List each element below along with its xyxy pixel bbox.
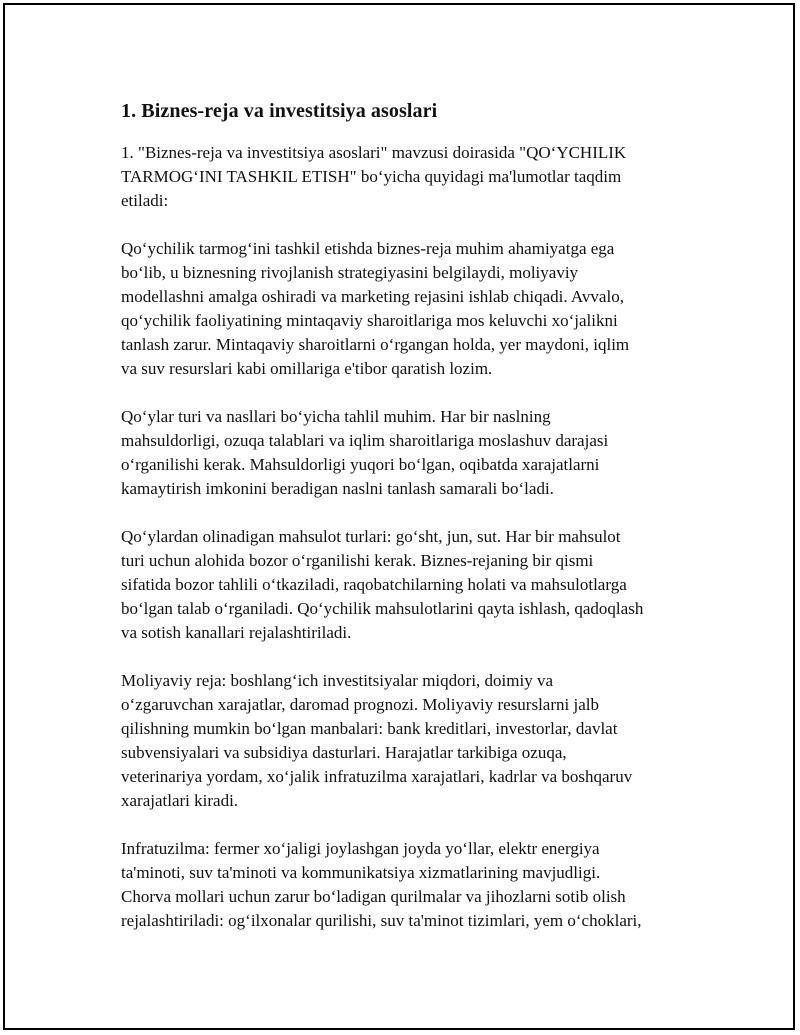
paragraph-intro	[121, 141, 696, 213]
text-line: Infratuzilma: fermer xo‘jaligi joylashgan joyda yo‘llar, elektr energiya	[121, 839, 600, 858]
paragraph-products	[121, 525, 696, 645]
text-line: tanlash zarur. Mintaqaviy sharoitlarni o‘rgangan holda, yer maydoni, iqlim	[121, 335, 630, 354]
text-line: o‘rganilishi kerak. Mahsuldorligi yuqori bo‘lgan, oqibatda xarajatlarni	[121, 455, 600, 474]
text-line: xarajatlari kiradi.	[121, 791, 239, 810]
text-line: mahsuldorligi, ozuqa talablari va iqlim sharoitlariga moslashuv darajasi	[121, 431, 609, 450]
text-line: etiladi:	[121, 191, 169, 210]
text-line: turi uchun alohida bozor o‘rganilishi kerak. Biznes-rejaning bir qismi	[121, 551, 594, 570]
document-page	[3, 3, 795, 1030]
text-line: Qo‘ylardan olinadigan mahsulot turlari: go‘sht, jun, sut. Har bir mahsulot	[121, 527, 621, 546]
text-line: Chorva mollari uchun zarur bo‘ladigan qurilmalar va jihozlarni sotib olish	[121, 887, 626, 906]
paragraph-financial-plan	[121, 669, 696, 813]
text-line: Qo‘ylar turi va nasllari bo‘yicha tahlil muhim. Har bir naslning	[121, 407, 551, 426]
text-line: subvensiyalari va subsidiya dasturlari. Harajatlar tarkibiga ozuqa,	[121, 743, 567, 762]
text-line: qo‘ychilik faoliyatining mintaqaviy sharoitlariga mos keluvchi xo‘jalikni	[121, 311, 618, 330]
text-line: va suv resurslari kabi omillariga e'tibor qaratish lozim.	[121, 359, 493, 378]
document-title: 1. Biznes-reja va investitsiya asoslari	[121, 100, 438, 122]
text-line: Qo‘ychilik tarmog‘ini tashkil etishda biznes-reja muhim ahamiyatga ega	[121, 239, 615, 258]
text-line: ta'minoti, suv ta'minoti va kommunikatsiya xizmatlarining mavjudligi.	[121, 863, 601, 882]
paragraph-business-plan	[121, 237, 696, 381]
paragraph-breeds	[121, 405, 696, 501]
text-line: bo‘lib, u biznesning rivojlanish strategiyasini belgilaydi, moliyaviy	[121, 263, 579, 282]
text-line: kamaytirish imkonini beradigan naslni tanlash samarali bo‘ladi.	[121, 479, 554, 498]
text-line: TARMOG‘INI TASHKIL ETISH" bo‘yicha quyidagi ma'lumotlar taqdim	[121, 167, 622, 186]
text-line: 1. "Biznes-reja va investitsiya asoslari" mavzusi doirasida "QO‘YCHILIK	[121, 143, 627, 162]
text-line: va sotish kanallari rejalashtiriladi.	[121, 623, 352, 642]
text-line: veterinariya yordam, xo‘jalik infratuzilma xarajatlari, kadrlar va boshqaruv	[121, 767, 633, 786]
text-line: bo‘lgan talab o‘rganiladi. Qo‘ychilik mahsulotlarini qayta ishlash, qadoqlash	[121, 599, 644, 618]
text-line: Moliyaviy reja: boshlang‘ich investitsiyalar miqdori, doimiy va	[121, 671, 554, 690]
text-line: sifatida bozor tahlili o‘tkaziladi, raqobatchilarning holati va mahsulotlarga	[121, 575, 627, 594]
text-line: qilishning mumkin bo‘lgan manbalari: bank kreditlari, investorlar, davlat	[121, 719, 618, 738]
text-line: o‘zgaruvchan xarajatlar, daromad prognozi. Moliyaviy resurslarni jalb	[121, 695, 599, 714]
text-line: modellashni amalga oshiradi va marketing rejasini ishlab chiqadi. Avvalo,	[121, 287, 624, 306]
text-line: rejalashtiriladi: og‘ilxonalar qurilishi, suv ta'minot tizimlari, yem o‘choklari,	[121, 911, 642, 930]
paragraph-infrastructure	[121, 837, 696, 933]
document-body	[121, 99, 696, 933]
